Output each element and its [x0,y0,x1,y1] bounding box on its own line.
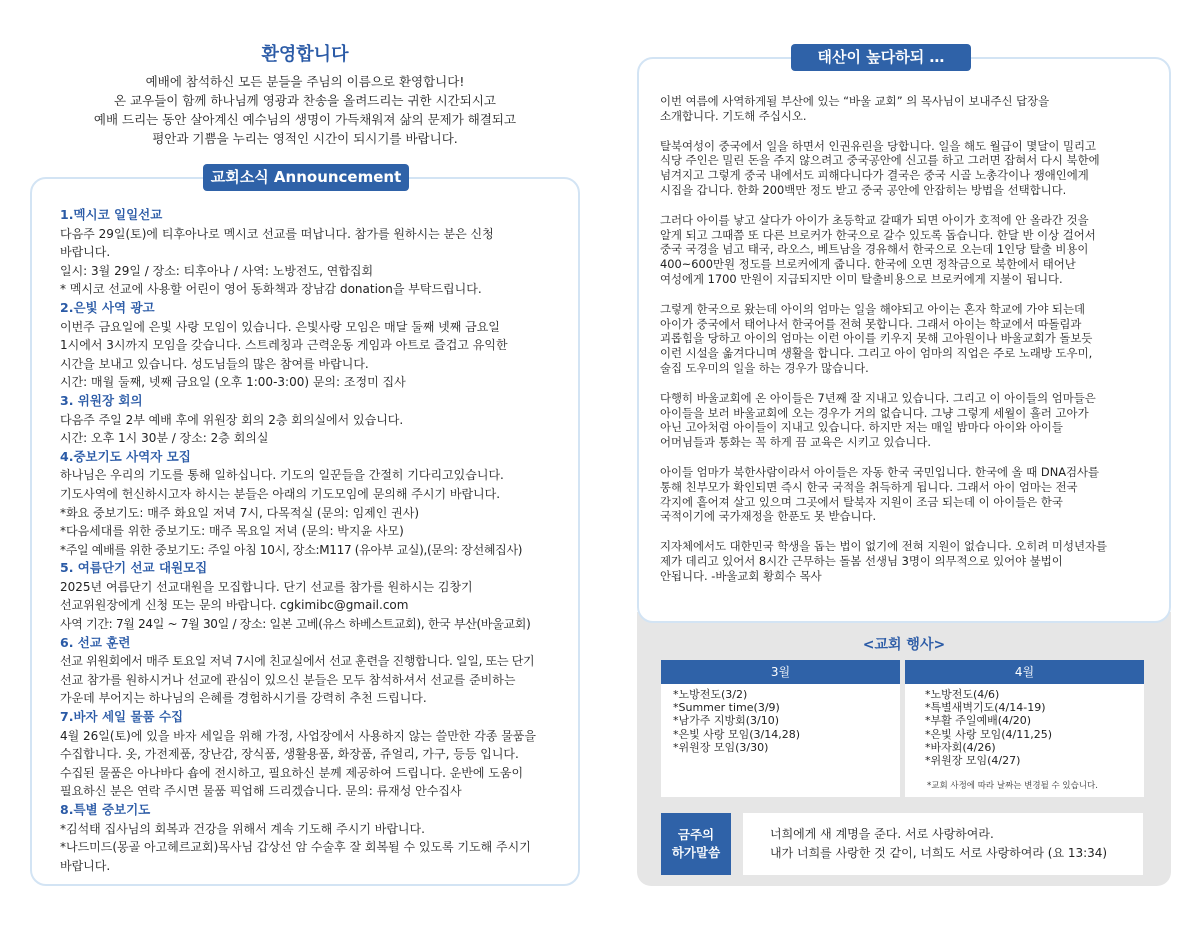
month-header: 4월 [905,660,1144,684]
event-item: *노방전도(4/6) [925,688,1000,701]
event-item: *Summer time(3/9) [673,701,780,715]
section-line: *다음세대를 위한 중보기도: 매주 목요일 저녁 (문의: 박지윤 사모) [60,524,404,539]
announcement-section [60,448,570,560]
section-line: 시간: 매월 둘째, 넷째 금요일 (오후 1:00-3:00) 문의: 조정미 집사 [60,375,406,390]
story-line: 아이가 중국에서 태어나서 한국어를 전혀 못합니다. 그래서 아이는 학교에서 따돌림과 [660,316,1082,331]
story-line: 괴롭힘을 당하고 아이의 엄마는 이런 아이를 키우지 못해 고아원이나 바울교회가 돌보듯 [660,331,1093,346]
section-line: 하나님은 우리의 기도를 통해 일하십니다. 기도의 일꾼들을 간절히 기다리고있습니다. [60,468,504,483]
section-line: 선교 위원회에서 매주 토요일 저녁 7시에 친교실에서 선교 훈련을 진행합니다. 일일, 또는 단기 [60,654,535,669]
story-paragraph [660,302,1160,376]
welcome-line: 예배 드리는 동안 살아계신 예수님의 생명이 가득채워져 삶의 문제가 해결되고 [93,112,517,127]
story-line: 지자체에서도 대한민국 학생을 돕는 법이 없기에 전혀 지원이 없습니다. 오히려 미성년자를 [660,539,1107,554]
events-title: <교회 행사> [862,637,946,653]
section-heading: 5. 여름단기 선교 대원모집 [60,560,208,576]
story-body [660,94,1160,599]
announcement-title: 교회소식 Announcement [203,164,409,191]
announcement-section [60,299,570,392]
section-line: 수집합니다. 옷, 가전제품, 장난감, 장식품, 생활용품, 화장품, 쥬얼리, 가구, 등등 입니다. [60,747,519,762]
section-line: *주일 예배를 위한 중보기도: 주일 아침 10시, 장소:M117 (유아부 교실),(문의: 장선혜집사) [60,542,523,557]
verse-label-line: 금주의 [677,827,715,842]
event-item: *노방전도(3/2) [673,688,748,701]
section-line: 가운데 부어지는 하나님의 은혜를 경험하시기를 강력히 추천 드립니다. [60,691,427,706]
story-line: 다행히 바울교회에 온 아이들은 7년째 잘 지내고 있습니다. 그리고 이 아이들의 엄마들은 [660,390,1096,405]
announcement-section [60,559,570,633]
section-line: * 멕시코 선교에 사용할 어린이 영어 동화책과 장남감 donation을 부탁드립니다. [60,282,482,297]
story-paragraph [660,465,1160,524]
month-event-list [661,684,900,797]
story-title: 태산이 높다하되 … [791,44,971,71]
section-line: *화요 중보기도: 매주 화요일 저녁 7시, 다목적실 (문의: 임제인 권사) [60,505,420,520]
section-heading: 4.중보기도 사역자 모집 [60,448,191,464]
event-item: *위원장 모임(3/30) [673,740,769,754]
event-item: *남가주 지방회(3/10) [673,714,780,728]
story-line: 시집을 갑니다. 한화 200백만 정도 받고 중국 공안에 안잡히는 방법을 선택합니다. [660,182,1067,197]
event-item: *부활 주일예배(4/20) [925,714,1032,728]
section-line: 기도사역에 헌신하시고자 하시는 분들은 아래의 기도모임에 문의해 주시기 바랍니다. [60,486,501,501]
section-line: *김석태 집사님의 회복과 건강을 위해서 계속 기도해 주시기 바랍니다. [60,821,425,836]
announcement-section [60,634,570,708]
section-line: 4월 26일(토)에 있을 바자 세일을 위해 가정, 사업장에서 사용하지 않는 쓸만한 각종 물품을 [60,728,536,743]
event-item: *위원장 모임(4/27) [925,754,1021,768]
section-heading: 3. 위원장 회의 [60,392,143,408]
section-line: 2025년 여름단기 선교대원을 모집합니다. 단기 선교를 참가를 원하시는 김창기 [60,579,473,594]
event-item: *은빛 사랑 모임(3/14,28) [673,727,801,741]
story-line: 이번 여름에 사역하게될 부산에 있는 “바울 교회” 의 목사님이 보내주신 답장을 [660,94,1050,108]
section-line: 선교위원장에게 신청 또는 문의 바랍니다. cgkimibc@gmail.com [60,598,409,613]
story-line: 이런 시설을 옮겨다니며 생활을 합니다. 그리고 아이 엄마의 직업은 주로 노래방 도우미, [660,346,1093,361]
verse-line: 너희에게 새 계명을 준다. 서로 사랑하여라. [770,827,994,841]
story-paragraph [660,94,1160,124]
section-line: 필요하신 분은 연락 주시면 물품 픽업해 드리겠습니다. 문의: 류재성 안수집사 [60,784,462,799]
events-note: *교회 사정에 따라 날짜는 변경될 수 있습니다. [927,781,1098,791]
story-line: 안됩니다. -바울교회 황희수 목사 [660,568,822,583]
section-line: 다음주 29일(토)에 티후아나로 멕시코 선교를 떠납니다. 참가를 원하시는 분은 신청 [60,226,494,241]
story-line: 통해 친부모가 확인되면 즉시 한국 국적을 취득하게 됩니다. 그래서 아이 엄마는 전국 [660,479,1078,494]
section-line: 다음주 주일 2부 예배 후에 위원장 회의 2층 회의실에서 있습니다. [60,412,404,427]
event-item: *은빛 사랑 모임(4/11,25) [925,727,1053,741]
story-paragraph [660,213,1160,287]
event-item: *특별새벽기도(4/14-19) [925,701,1046,715]
section-line: *나드미드(몽골 아고헤르교회)목사님 갑상선 암 수술후 잘 회복될 수 있도록 기도해 주시기 [60,840,531,855]
announcement-list [60,206,570,875]
verse-box [743,813,1143,875]
month-header: 3월 [661,660,900,684]
story-paragraph [660,391,1160,450]
story-line: 아닌 고아처럼 아이들이 지내고 있습니다. 하지만 저는 매일 밤마다 아이와 아이들 [660,420,1063,435]
verse-label [661,813,731,875]
section-heading: 6. 선교 훈련 [60,634,131,650]
verse-line: 내가 너희를 사랑한 것 같이, 너희도 서로 사랑하여라 (요 13:34) [770,846,1108,860]
story-line: 넘겨지고 그렇게 중국 내에서도 피해다니다가 결국은 중국 시골 노총각이나 쟁애인에게 [660,168,1089,183]
announcement-section [60,708,570,801]
story-line: 아이들을 보러 바울교회에 오는 경우가 거의 없습니다. 그냥 그렇게 세월이 흘러 고아가 [660,405,1089,420]
story-line: 그렇게 한국으로 왔는데 아이의 엄마는 일을 해야되고 아이는 혼자 학교에 가야 되는데 [660,301,1085,316]
section-line: 시간을 보내고 있습니다. 성도님들의 많은 참여를 바랍니다. [60,356,369,371]
section-heading: 8.특별 중보기도 [60,802,151,817]
section-heading: 7.바자 세일 물품 수집 [60,709,184,725]
story-line: 식당 주인은 밀린 돈을 주지 않으려고 중국공안에 신고를 하고 그러면 잡혀서 다시 북한에 [660,153,1100,168]
welcome-line: 온 교우들이 함께 하나님께 영광과 찬송을 올려드리는 귀한 시간되시고 [114,93,496,108]
story-paragraph [660,139,1160,198]
announcement-section [60,392,570,448]
story-line: 그러다 아이를 낳고 살다가 아이가 초등학교 갈때가 되면 아이가 호적에 안 올라간 것을 [660,212,1089,227]
section-line: 바랍니다. [60,858,111,873]
verse-label-line: 하가말씀 [671,845,721,860]
section-line: 일시: 3월 29일 / 장소: 티후아나 / 사역: 노방전도, 연합집회 [60,263,374,278]
section-line: 사역 기간: 7월 24일 ~ 7월 30일 / 장소: 일본 고베(유스 하베스트교회), 한국 부산(바울교회) [60,617,531,632]
section-heading: 2.은빛 사역 광고 [60,299,155,315]
section-line: 시간: 오후 1시 30분 / 장소: 2층 회의실 [60,431,269,446]
welcome-block [30,40,580,148]
story-line: 아이들 엄마가 북한사람이라서 아이들은 자동 한국 국민입니다. 한국에 올 때 DNA검사를 [660,464,1100,479]
story-line: 소개합니다. 기도해 주십시오. [660,108,807,123]
section-heading: 1.멕시코 일일선교 [60,207,163,222]
announcement-section [60,801,570,875]
section-line: 1시에서 3시까지 모임을 갖습니다. 스트레칭과 근력운동 게임과 아트로 즐겁고 유익한 [60,338,508,353]
story-line: 각지에 흩어져 살고 있으며 그곳에서 탈북자 지원이 조금 되는데 이 아이들은 한국 [660,494,1063,509]
event-item: *바자회(4/26) [925,740,996,754]
story-line: 중국 국경을 넘고 태국, 라오스, 베트남을 경유해서 한국으로 오는데 1인당 탈출 비용이 [660,242,1089,257]
welcome-line: 예배에 참석하신 모든 분들을 주님의 이름으로 환영합니다! [145,74,465,89]
announcement-section [60,206,570,299]
story-line: 국적이기에 국가재정을 한푼도 못 받습니다. [660,509,877,524]
month-column-march [661,660,900,797]
story-paragraph [660,539,1160,583]
story-line: 알게 되고 그때쯤 또 다른 브로커가 한국으로 갈수 있도록 돕습니다. 한달 반 이상 걸어서 [660,227,1096,242]
story-line: 400~600만원 정도를 브로커에게 줍니다. 한국에 오면 정착금으로 북한에서 태어난 [660,257,1076,272]
welcome-title: 환영합니다 [261,44,349,65]
story-line: 탈북여성이 중국에서 일을 하면서 인권유린을 당합니다. 일을 해도 월급이 몇달이 밀리고 [660,138,1096,153]
section-line: 수집된 물품은 아나바다 숍에 전시하고, 필요하신 분께 제공하여 드립니다. 운반에 도움이 [60,765,524,780]
story-line: 술집 도우미의 일을 하는 경우가 많습니다. [660,360,869,375]
month-column-april [905,660,1144,797]
story-line: 여성에게 1700 만원이 지급되지만 이미 탈출비용으로 브로커에게 지불이 됩니다. [660,271,1063,286]
section-line: 선교 참가를 원하시거나 선교에 관심이 있으신 분들은 모두 참석하셔서 선교를 준비하는 [60,672,516,687]
story-line: 어머님들과 통화는 꼭 하게 끔 교육은 시키고 있습니다. [660,435,932,450]
section-line: 이번주 금요일에 은빛 사랑 모임이 있습니다. 은빛사랑 모임은 매달 둘째 넷째 금요일 [60,319,500,334]
welcome-line: 평안과 기쁨을 누리는 영적인 시간이 되시기를 바랍니다. [152,131,458,146]
story-line: 제가 데리고 있어서 8시간 근무하는 돌봄 선생님 3명이 의무적으로 있어야 불법이 [660,553,1063,568]
section-line: 바랍니다. [60,245,111,260]
